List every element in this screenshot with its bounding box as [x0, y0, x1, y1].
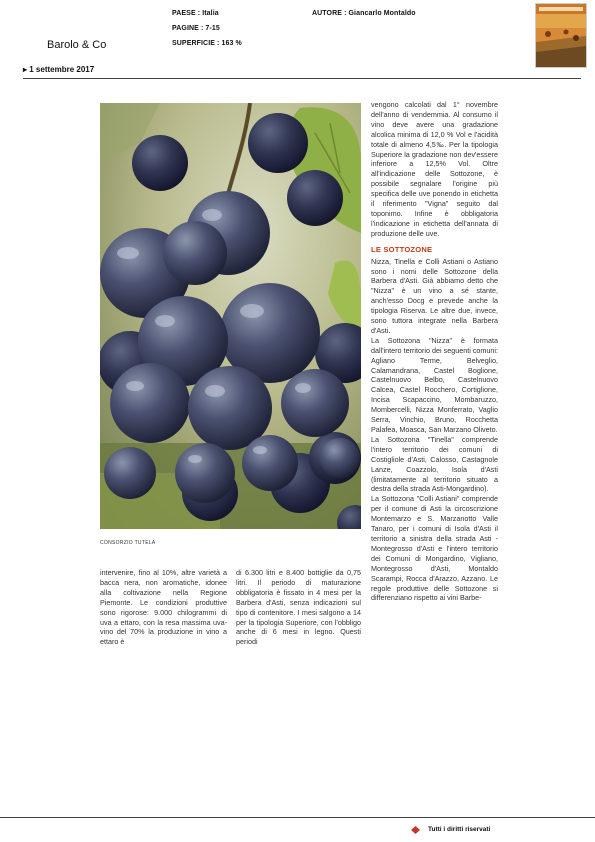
article-column-middle: [236, 568, 361, 647]
paragraph-colli-astiani: La Sottozona "Colli Astiani" comprende per il comune di Asti la circoscrizione Montemarzo e S. Marzanotto Valle Tanaro, per i comuni di Isola d'Asti il territorio a sinistra della strada Asti - Montegrosso d'Asti e l'intero territorio dei Comuni di Mongardino, Vigliano, Montegrosso d'Asti, Montaldo Scarampi, Rocca d'Arazzo, Azzano. Le regole produttive delle Sottozone si differenziano rispetto ai vini Barbe-: [371, 494, 498, 603]
magazine-cover-thumbnail: [535, 3, 587, 68]
rights-logo-icon: [411, 826, 420, 834]
article-column-left: [100, 568, 227, 647]
paragraph-sottozone-intro: Nizza, Tinella e Colli Astiani o Astiano sono i nomi delle Sottozone della Barbera d'Asti. Già abbiamo detto che "Nizza" è un vino a sé stante, anch'esso Docg e prevede anche la tipologia Riserva. Le altre due, invece, sono tuttora integrate nella Barbera d'Asti.: [371, 256, 498, 335]
pagine-value: 7-15: [205, 25, 220, 32]
superficie-value: 163 %: [221, 40, 242, 47]
date-text: 1 settembre 2017: [29, 65, 95, 74]
photo-caption: CONSORZIO TUTELA: [100, 540, 156, 546]
paese-value: Italia: [202, 10, 219, 17]
cover-image: [536, 4, 586, 67]
paragraph-nizza: La Sottozona "Nizza" è formata dall'intero territorio dei seguenti comuni: Agliano Terme, Belveglio, Calamandrana, Castel Boglione, Castelnuovo Belbo, Castelnuovo Calcea, Castel Rocchero, Cortiglione, Incisa Scapaccino, Mombaruzzo, Mombercelli, Nizza Monferrato, Vaglio Serra, Vinchio, Bruno, Rocchetta Palafea, Moasca, San Marzano Oliveto.: [371, 335, 498, 434]
header-divider: [23, 78, 581, 79]
autore-line: [312, 10, 416, 17]
article-column-right: [371, 100, 498, 603]
grape-cluster-image: [100, 103, 361, 529]
pagine-line: [172, 25, 220, 32]
autore-value: Giancarlo Montaldo: [348, 10, 416, 17]
autore-label: AUTORE :: [312, 10, 347, 17]
pagine-label: PAGINE :: [172, 25, 204, 32]
section-heading: LE SOTTOZONE: [371, 244, 433, 254]
superficie-line: [172, 40, 242, 47]
paragraph-maturation-end: vengono calcolati dal 1° novembre dell'anno di vendemmia. Al consumo il vino deve avere una gradazione alcolica minima di 12,0 % Vol e l'acidità totale di almeno 4,5‰. Per la tipologia Superiore la gradazione non dev'essere inferiore a 12,5% Vol. Oltre all'indicazione delle Sottozone, è possibile segnalare l'origine più specifica delle uve ponendo in etichetta il riferimento "Vigna" seguito dal toponimo. Infine è obbligatoria l'indicazione in etichetta dell'annata di produzione delle uve.: [371, 100, 498, 238]
paese-label: PAESE :: [172, 10, 201, 17]
footer-divider: [0, 817, 595, 818]
grape-photo: [100, 103, 361, 529]
paese-line: [172, 10, 219, 17]
paragraph-tinella: La Sottozona "Tinella" comprende l'intero territorio dei comuni di Costigliole d'Asti, Calosso, Castagnole Lanze, Coazzolo, Isola d'Asti (limitatamente al territorio situato a destra della strada Asti-Mongardino).: [371, 434, 498, 494]
paragraph-production: di 6.300 litri e 8.400 bottiglie da 0,75 litri. Il periodo di maturazione obbligatoria è fissato in 4 mesi per la Barbera d'Asti, senza indicazioni sul tipo di contenitore. I mesi salgono a 14 per la tipologia Superiore, con l'obbligo anche di 6 mesi in legno. Questi periodi: [236, 568, 361, 647]
superficie-label: SUPERFICIE :: [172, 40, 220, 47]
publication-name: Barolo & Co: [47, 39, 107, 51]
paragraph-varieties: intervenire, fino al 10%, altre varietà a bacca nera, non aromatiche, idonee alla coltivazione nella Regione Piemonte. Le condizioni produttive sono rigorose: 9.000 chilogrammi di uva a ettaro, con la resa massima uva-vino del 70% la produzione in vino a ettaro è: [100, 568, 227, 647]
publication-date: ▸ 1 settembre 2017: [23, 65, 95, 74]
rights-notice: Tutti i diritti riservati: [428, 826, 491, 833]
